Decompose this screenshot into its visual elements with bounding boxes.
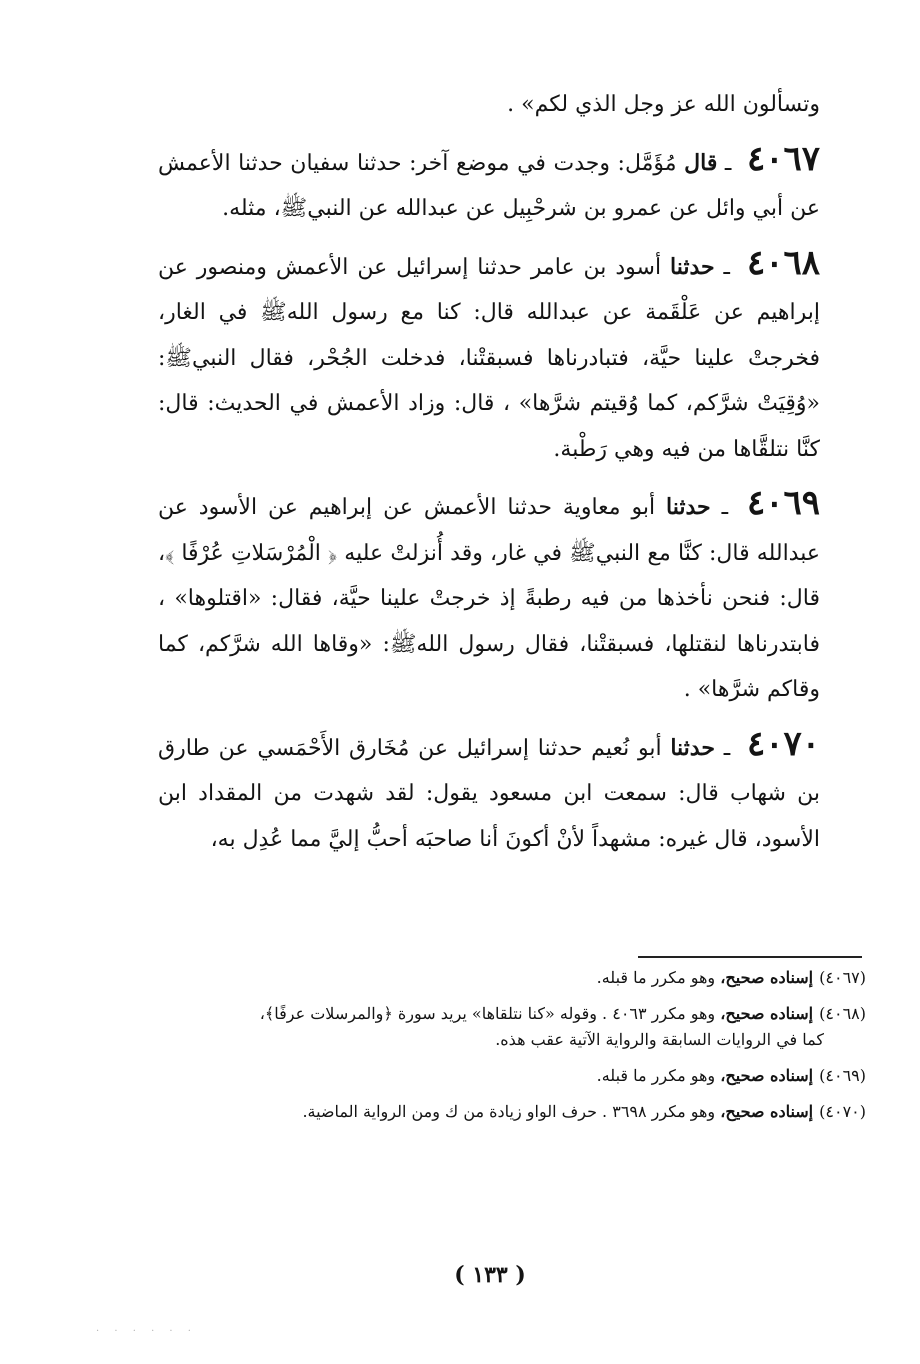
hadith-verb: قال: [684, 149, 718, 176]
hadith-number: ٤٠٦٩: [746, 483, 821, 523]
footnote-number: (٤٠٦٨): [819, 1004, 866, 1023]
hadith-text: مُؤَمَّل: وجدت في موضع آخر: حدثنا سفيان حدثنا الأعمش عن أبي وائل عن عمرو بن شرحْبِيل عن عبدالله عن النبيﷺ، مثله.: [158, 150, 820, 221]
hadith-4070: [158, 722, 820, 863]
hadith-4069: [158, 481, 820, 713]
footnote-4068: [150, 1002, 866, 1026]
footnotes: [150, 966, 866, 1136]
hadith-text: أبو معاوية حدثنا الأعمش عن إبراهيم عن الأسود عن عبدالله قال: كنَّا مع النبيﷺ في غار، وقد أُنزلتْ عليه ﴿ الْمُرْسَلاتِ عُرْفًا ﴾، قال: فنحن نأخذها من فيه رطبةً إذ خرجتْ علينا حيَّة، فقال: «اقتلوها» ، فابتدرناها لنقتلها، فسبقتْنا، فقال رسول اللهﷺ: «وقاها الله شرَّكم، كما وقاكم شرَّها» .: [158, 495, 820, 702]
footnote-text: وهو مكرر ٤٠٦٣ . وقوله «كنا نتلقاها» يريد سورة ﴿والمرسلات عرفًا﴾،: [259, 1004, 721, 1023]
footnote-heading: إسناده صحيح،: [720, 1102, 814, 1121]
hadith-verb: حدثنا: [666, 494, 711, 520]
hadith-4067: [158, 137, 820, 232]
footnote-divider: [638, 956, 862, 958]
hadith-separator: ـ: [714, 735, 739, 761]
scan-specks: · · · · · ·: [96, 1326, 197, 1337]
hadith-text: أسود بن عامر حدثنا إسرائيل عن الأعمش ومنصور عن إبراهيم عن عَلْقَمة عن عبدالله قال: كنا مع رسول اللهﷺ في الغار، فخرجتْ علينا حيَّة، فتبادرناها فسبقتْنا، فدخلت الجُحْر، فقال النبيﷺ: «وُقِيَتْ شرَّكم، كما وُقيتم شرَّها» ، قال: وزاد الأعمش في الحديث: قال: كنَّا نتلقَّاها من فيه وهي رَطْبة.: [158, 254, 821, 462]
hadith-separator: ـ: [710, 495, 739, 520]
footnote-text: وهو مكرر ما قبله.: [596, 1066, 721, 1085]
intro-line: وتسألون الله عز وجل الذي لكم» .: [507, 92, 820, 117]
footnote-4070: [150, 1100, 866, 1124]
hadith-text: أبو نُعيم حدثنا إسرائيل عن مُخَارق الأَحْمَسي عن طارق بن شهاب قال: سمعت ابن مسعود يقول: لقد شهدت من المقداد ابن الأسود، قال غيره: مشهداً لأنْ أكونَ أنا صاحبَه أحبُّ إليَّ مما عُدِل به،: [158, 735, 820, 852]
footnote-heading: إسناده صحيح،: [720, 968, 814, 987]
footnote-text: وهو مكرر ٣٦٩٨ . حرف الواو زيادة من ك ومن الرواية الماضية.: [302, 1102, 721, 1121]
page-number: ( ١٣٣ ): [454, 1262, 526, 1288]
footnote-4067: [150, 966, 866, 990]
footnote-number: (٤٠٧٠): [819, 1102, 866, 1121]
footnote-heading: إسناده صحيح،: [720, 1004, 814, 1023]
hadith-number: ٤٠٧٠: [746, 723, 820, 764]
footnote-4069: [150, 1064, 866, 1088]
hadith-verb: حدثنا: [670, 253, 715, 280]
hadith-separator: ـ: [714, 254, 739, 280]
footnote-number: (٤٠٦٧): [819, 968, 866, 987]
footnote-4068-continuation: كما في الروايات السابقة والرواية الآتية عقب هذه.: [495, 1030, 824, 1049]
main-text: [158, 82, 820, 862]
hadith-separator: ـ: [717, 150, 739, 176]
hadith-4068: [158, 241, 820, 473]
footnote-text: وهو مكرر ما قبله.: [596, 968, 721, 987]
hadith-number: ٤٠٦٨: [746, 242, 820, 283]
footnote-number: (٤٠٦٩): [819, 1066, 866, 1085]
hadith-number: ٤٠٦٧: [746, 138, 820, 179]
footnote-heading: إسناده صحيح،: [720, 1066, 814, 1085]
hadith-verb: حدثنا: [670, 734, 715, 761]
